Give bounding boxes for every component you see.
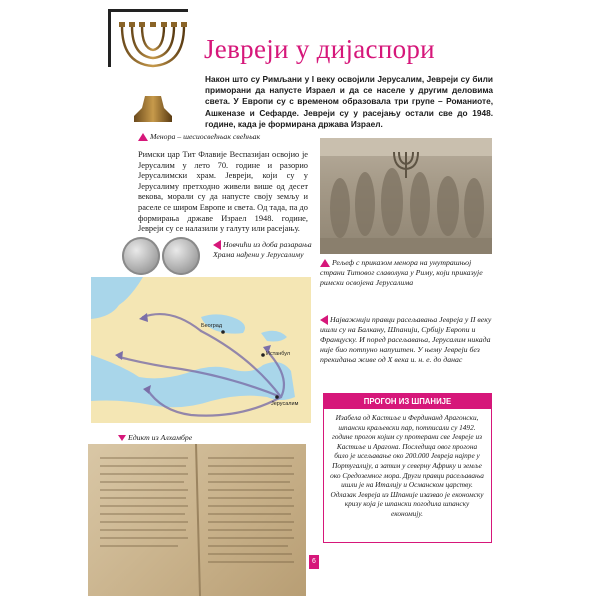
spain-expulsion-heading: ПРОГОН ИЗ ШПАНИЈЕ [324,394,491,409]
map-label-istanbul: Истанбул [266,351,291,357]
page-title: Јевреји у дијаспори [204,34,435,64]
triangle-up-icon [138,133,148,141]
dispersal-caption [320,315,492,365]
map-label-jerusalem: Јерусалим [271,401,299,407]
triangle-up-icon [320,259,330,267]
menorah-caption-text: Менора – шесиосвећњак свећњак [149,132,261,141]
coins-caption [213,240,313,260]
map-label-belgrade: Београд [201,323,223,329]
diaspora-map [91,277,311,423]
arch-of-titus-relief-image [320,138,492,254]
page-number: 6 [309,555,319,569]
triangle-left-icon [213,240,221,250]
relief-caption-text: Рељеф с приказом менора на унутрашњој страни Титовог славолука у Риму, који приказује римски освојена Јерусалима [320,258,483,287]
coin-image [162,237,200,275]
lead-paragraph: Након што су Римљани у I веку освојили Јерусалим, Јевреји су били приморани да напусте Израел и да се населе у другим деловима света. У Европи су с временом образовала три групе – Романиоте, Ашкеназе и Сефарде. Јевреји су у расејању остали све до 1948. године, када је формирана држава Израел. [205,74,493,129]
spain-expulsion-text: Изабела од Кастиље и Фердинанд Арагонски, шпански краљевски пар, потписали су 1492. године прогон којим су протерани све Јевреје из Кастиље и Арагона. Последица овог прогона било је исељавање око 200.000 Јевреја најпре у Португалију, а затим у северну Африку и земље око Средоземног мора. Други правци расељавања ишли је на Италију и Османском царству. Одлазак Јевреја из Шпаније изазвао је економску кризу која је шпански погодила шпанску економију. [330,413,484,518]
alhambra-caption-text: Едикт из Алхамбре [127,433,193,442]
coin-image [122,237,160,275]
menorah-image [112,16,194,126]
alhambra-caption [118,433,192,443]
corner-mark-vertical [108,9,111,67]
relief-caption [320,258,492,288]
dispersal-caption-text: Најважнији правци расељавања Јевреја у II веку ишли су на Балкану, Шпанији, Србију Европи и Француску. И поред расељавања, Јерусалим никада није био потпуно напуштен. У њему Јевреји без прекидања живе од X века и. н. е. до данас [320,315,492,365]
alhambra-decree-manuscript-image [88,444,306,596]
triangle-left-icon [320,315,328,325]
corner-mark-horizontal [108,9,188,12]
triangle-down-icon [118,435,126,441]
paragraph-titus: Римски цар Тит Флавије Веспазијан освојио је Јерусалим у лето 70. године и разорио Јерусалимски храм. Јевреји, који су у Јерусалиму претходно живели више од десет векова, морали су да напусте своју земљу и раселе се широм Европе и света. Од тада, па до формирања државе Израел 1948. године, Јевреји су се налазили у галуту или расејању. [138,150,308,234]
coins-caption-text: Новчићи из доба разарања Храма нађени у Јерусалиму [213,240,312,260]
menorah-caption [138,132,260,142]
